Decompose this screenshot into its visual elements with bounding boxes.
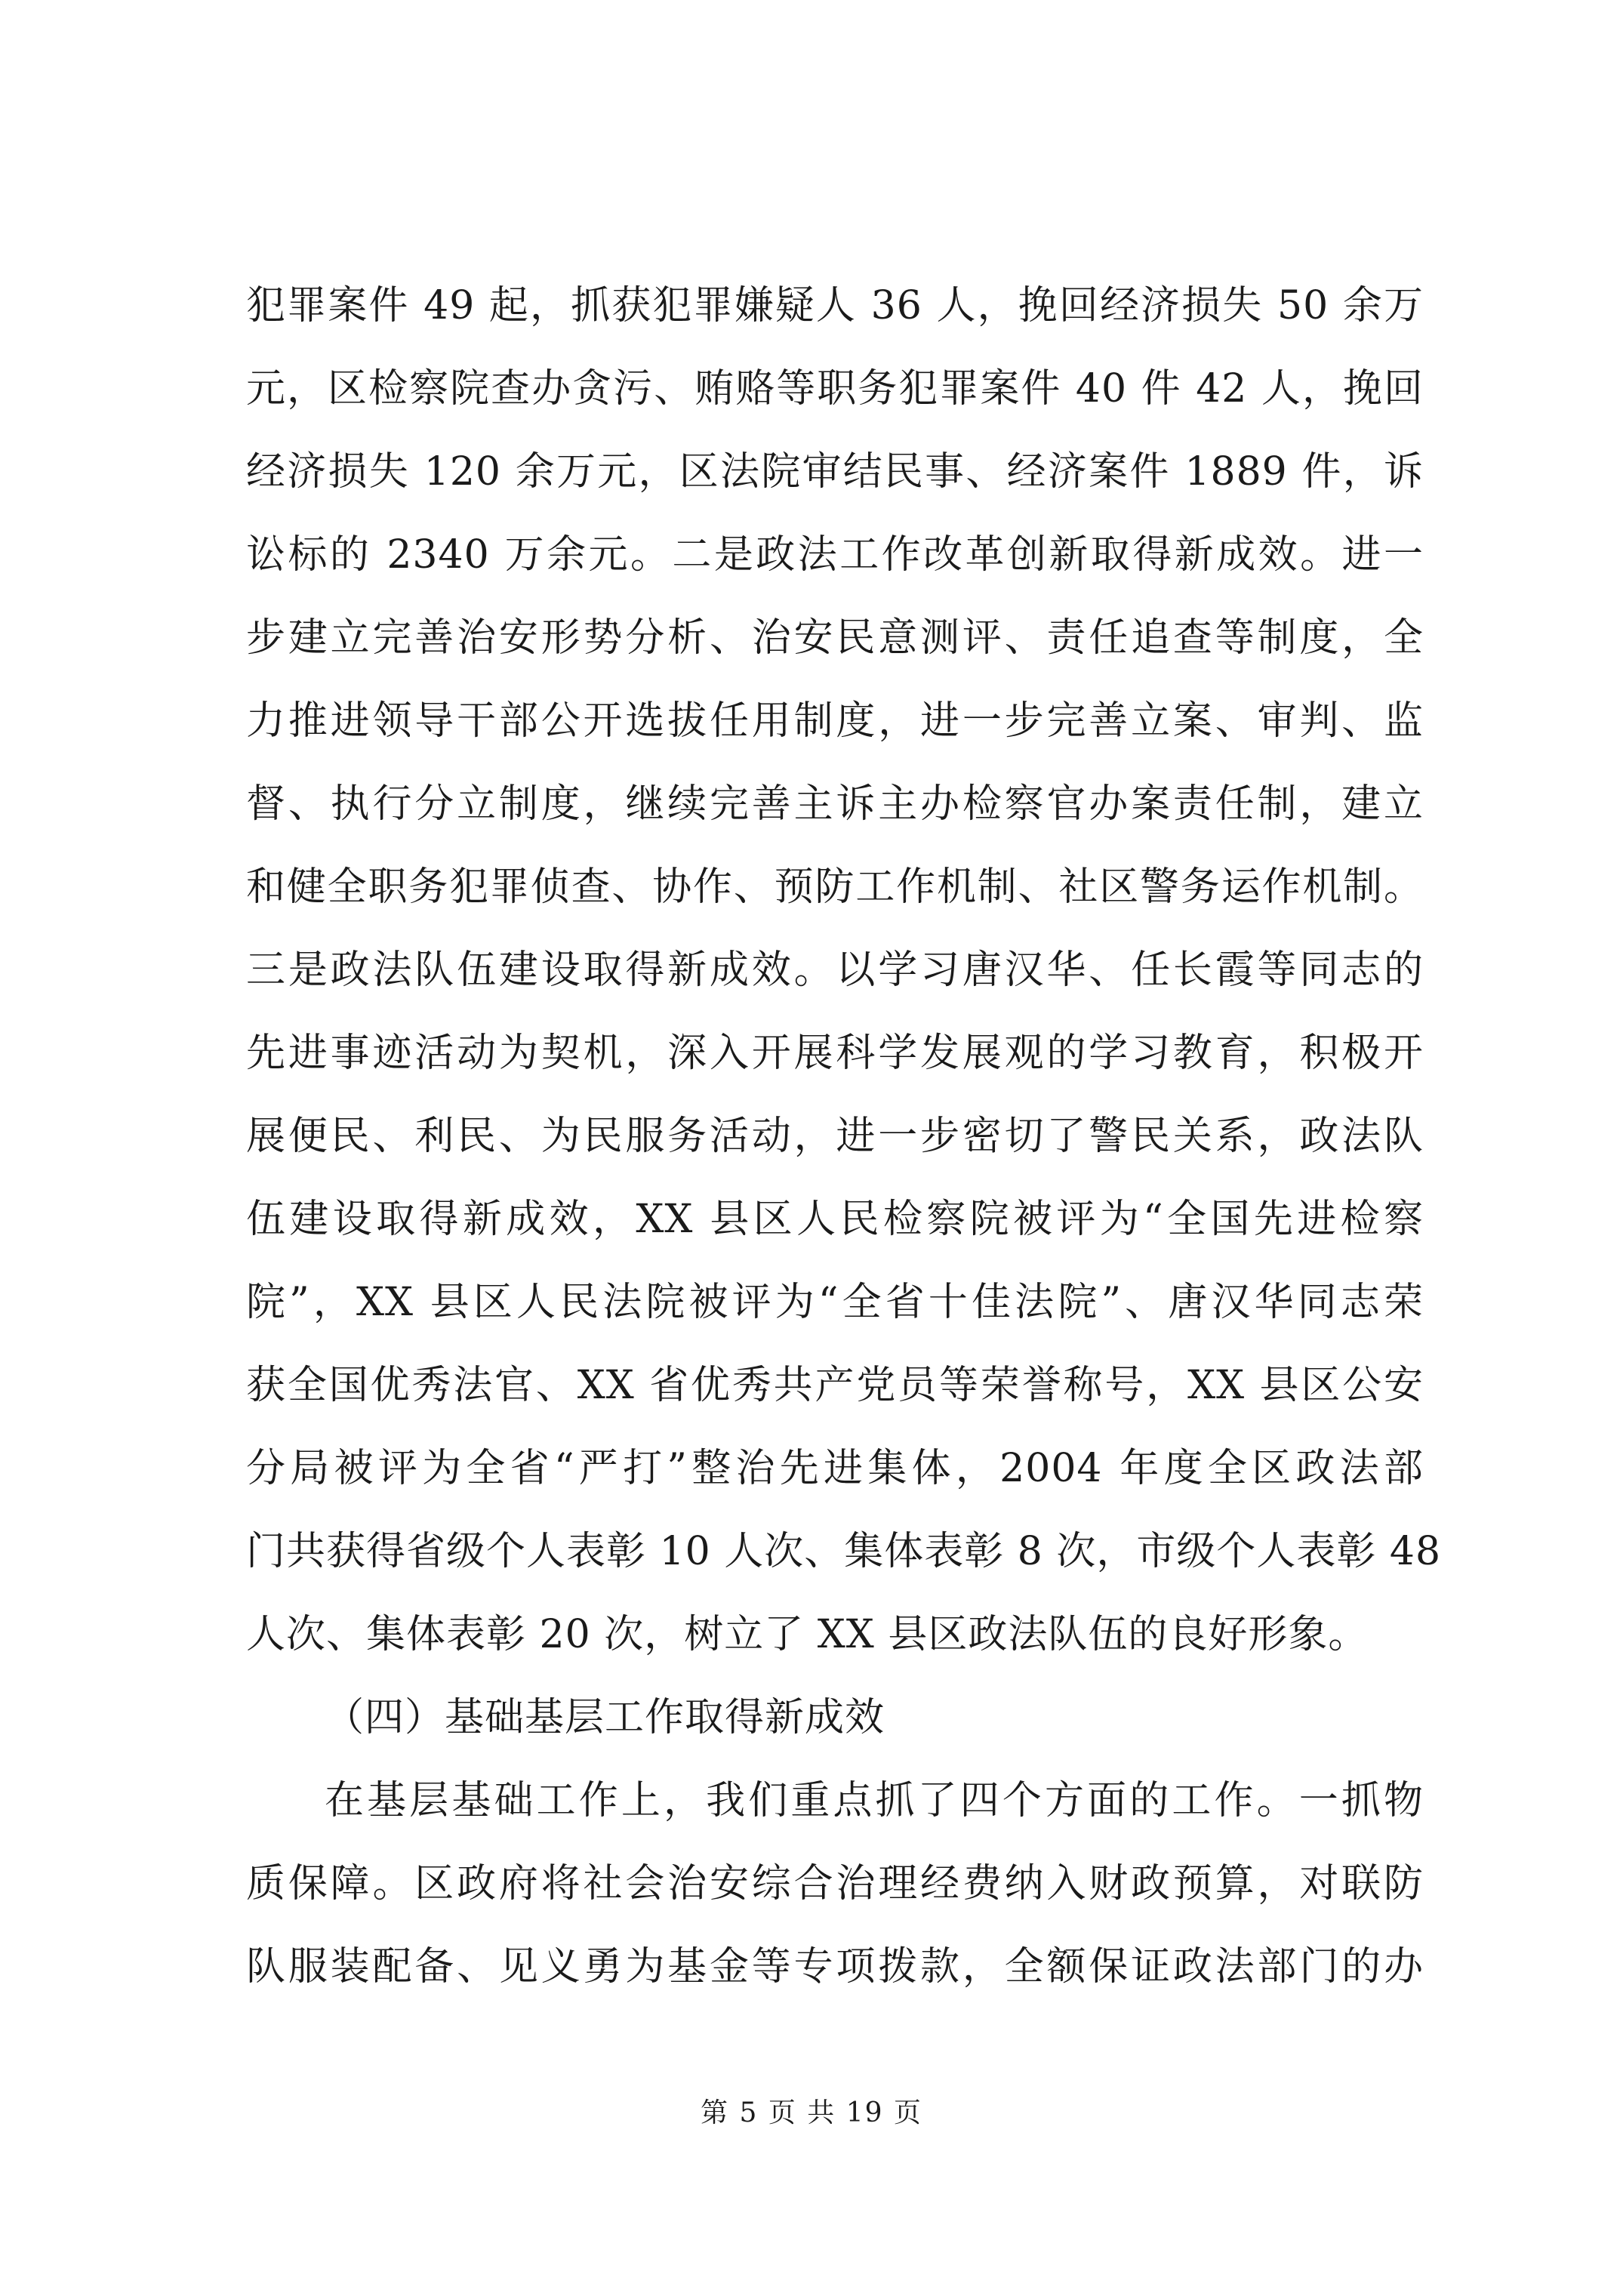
text-line: 分局被评为全省“严打”整治先进集体，2004 年度全区政法部	[246, 1446, 1424, 1491]
text-line: 获全国优秀法官、XX 省优秀共产党员等荣誉称号，XX 县区公安	[246, 1363, 1424, 1408]
page-number-footer: 第 5 页 共 19 页	[701, 2097, 922, 2128]
text-line: 伍建设取得新成效，XX 县区人民检察院被评为“全国先进检察	[246, 1197, 1424, 1242]
text-line: 督、执行分立制度，继续完善主诉主办检察官办案责任制，建立	[246, 781, 1424, 827]
text-line: 讼标的 2340 万余元。二是政法工作改革创新取得新成效。进一	[246, 532, 1424, 578]
text-line: 先进事迹活动为契机，深入开展科学发展观的学习教育，积极开	[246, 1031, 1424, 1076]
text-line: 步建立完善治安形势分析、治安民意测评、责任追查等制度，全	[246, 615, 1424, 661]
text-line: 犯罪案件 49 起，抓获犯罪嫌疑人 36 人，挽回经济损失 50 余万	[246, 283, 1424, 328]
text-line: 队服装配备、见义勇为基金等专项拨款，全额保证政法部门的办	[246, 1944, 1424, 1989]
text-line: 人次、集体表彰 20 次，树立了 XX 县区政法队伍的良好形象。	[246, 1612, 1369, 1657]
text-line: 在基层基础工作上，我们重点抓了四个方面的工作。一抓物	[325, 1778, 1424, 1823]
text-line: 和健全职务犯罪侦查、协作、预防工作机制、社区警务运作机制。	[246, 864, 1424, 910]
body-text	[246, 264, 1442, 2008]
text-line: 三是政法队伍建设取得新成效。以学习唐汉华、任长霞等同志的	[246, 948, 1424, 993]
text-line: 门共获得省级个人表彰 10 人次、集体表彰 8 次，市级个人表彰 48	[246, 1529, 1442, 1574]
section-heading: （四）基础基层工作取得新成效	[325, 1695, 885, 1740]
text-line: 展便民、利民、为民服务活动，进一步密切了警民关系，政法队	[246, 1114, 1424, 1159]
text-line: 力推进领导干部公开选拔任用制度，进一步完善立案、审判、监	[246, 698, 1424, 744]
text-line: 质保障。区政府将社会治安综合治理经费纳入财政预算，对联防	[246, 1861, 1424, 1906]
text-line: 院”，XX 县区人民法院被评为“全省十佳法院”、唐汉华同志荣	[246, 1280, 1424, 1325]
text-line: 经济损失 120 余万元，区法院审结民事、经济案件 1889 件，诉	[246, 449, 1424, 495]
text-line: 元，区检察院查办贪污、贿赂等职务犯罪案件 40 件 42 人，挽回	[246, 366, 1424, 411]
